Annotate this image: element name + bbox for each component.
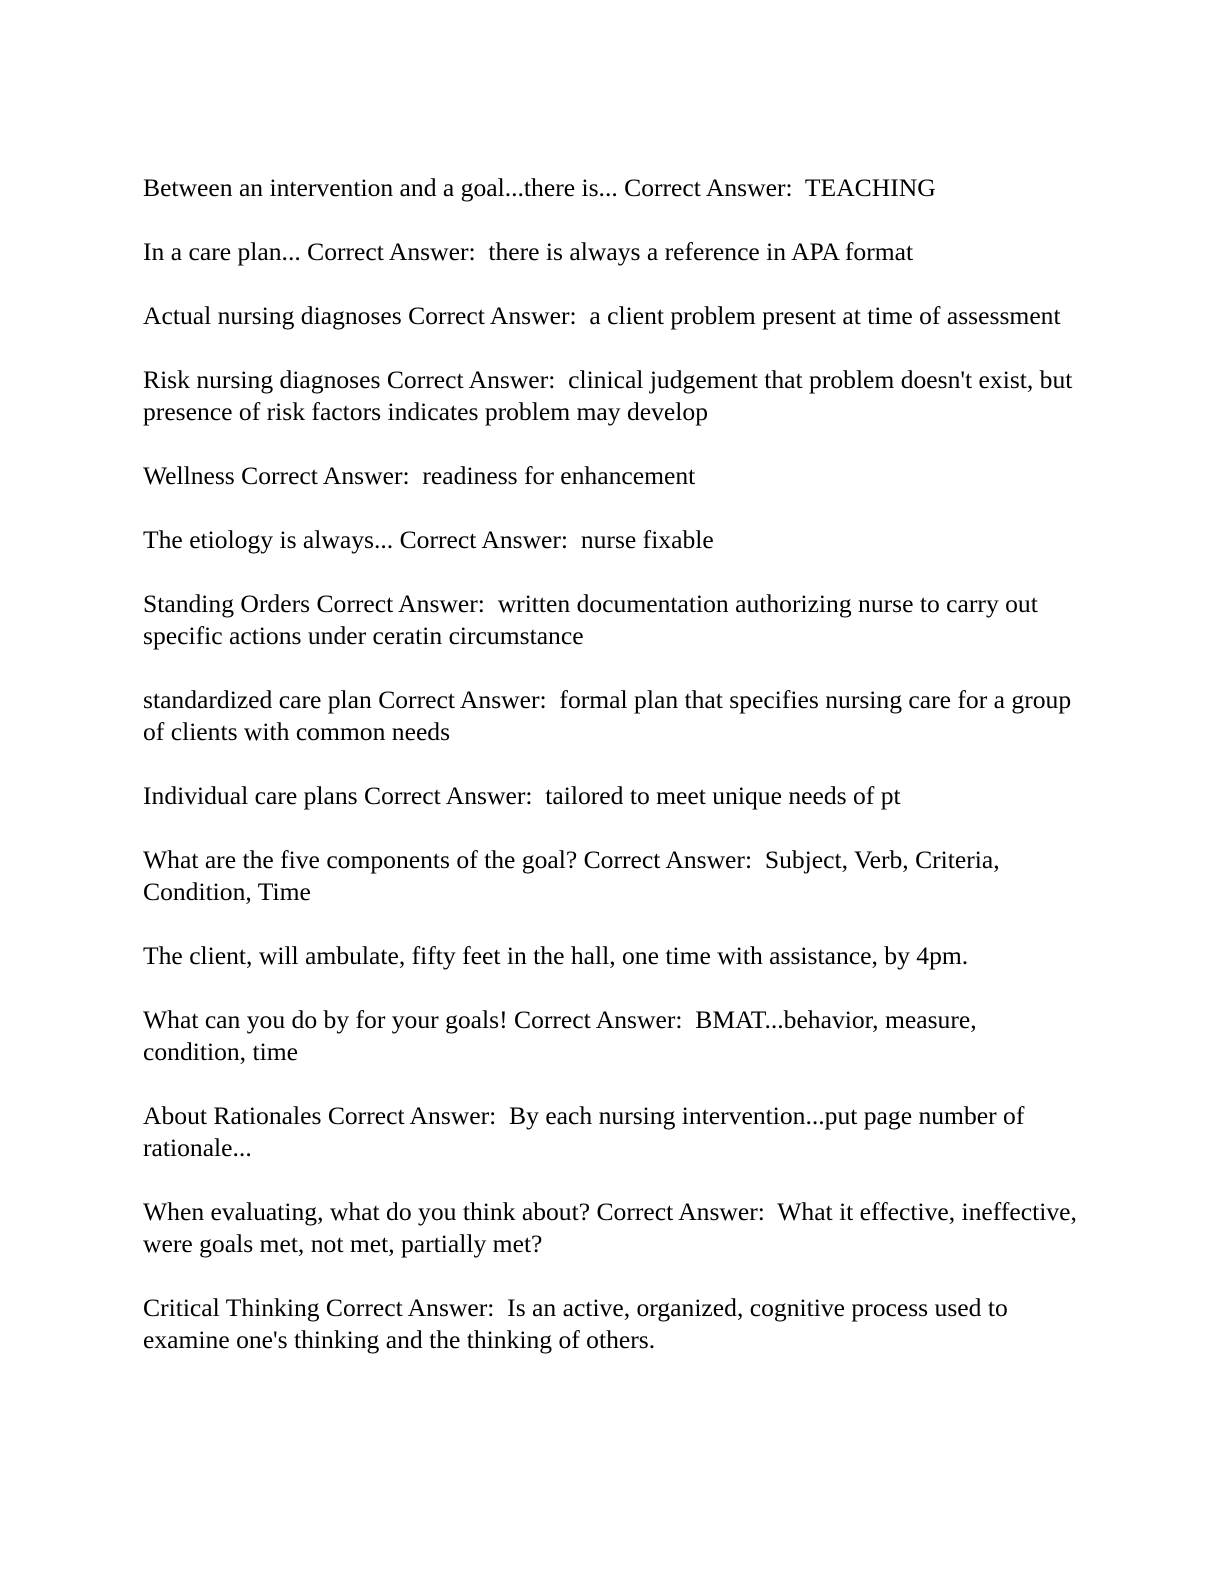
qa-entry-10: What are the five components of the goal? Correct Answer: Subject, Verb, Criteria, Condition, Time [143, 845, 1007, 906]
qa-entry-6: The etiology is always... Correct Answer: nurse fixable [143, 525, 714, 554]
qa-entry-14: When evaluating, what do you think about? Correct Answer: What it effective, ineffective, were goals met, not met, partially met? [143, 1197, 1084, 1258]
qa-entry-3: Actual nursing diagnoses Correct Answer: a client problem present at time of assessment [143, 301, 1061, 330]
qa-entry-1: Between an intervention and a goal...there is... Correct Answer: TEACHING [143, 173, 936, 202]
qa-entry-13: About Rationales Correct Answer: By each nursing intervention...put page number of rationale... [143, 1101, 1031, 1162]
qa-entry-15: Critical Thinking Correct Answer: Is an active, organized, cognitive process used to examine one's thinking and the thinking of others. [143, 1293, 1015, 1354]
qa-entry-8: standardized care plan Correct Answer: formal plan that specifies nursing care for a group of clients with common needs [143, 685, 1078, 746]
qa-entry-2: In a care plan... Correct Answer: there is always a reference in APA format [143, 237, 914, 266]
qa-entry-9: Individual care plans Correct Answer: tailored to meet unique needs of pt [143, 781, 901, 810]
qa-entry-4: Risk nursing diagnoses Correct Answer: clinical judgement that problem doesn't exist, but presence of risk factors indicates problem may develop [143, 365, 1079, 426]
qa-entry-5: Wellness Correct Answer: readiness for enhancement [143, 461, 696, 490]
qa-entry-12: What can you do by for your goals! Correct Answer: BMAT...behavior, measure, condition, time [143, 1005, 984, 1066]
document-page [143, 172, 1083, 1388]
qa-entry-11: The client, will ambulate, fifty feet in the hall, one time with assistance, by 4pm. [143, 941, 969, 970]
qa-entry-7: Standing Orders Correct Answer: written documentation authorizing nurse to carry out specific actions under ceratin circumstance [143, 589, 1045, 650]
